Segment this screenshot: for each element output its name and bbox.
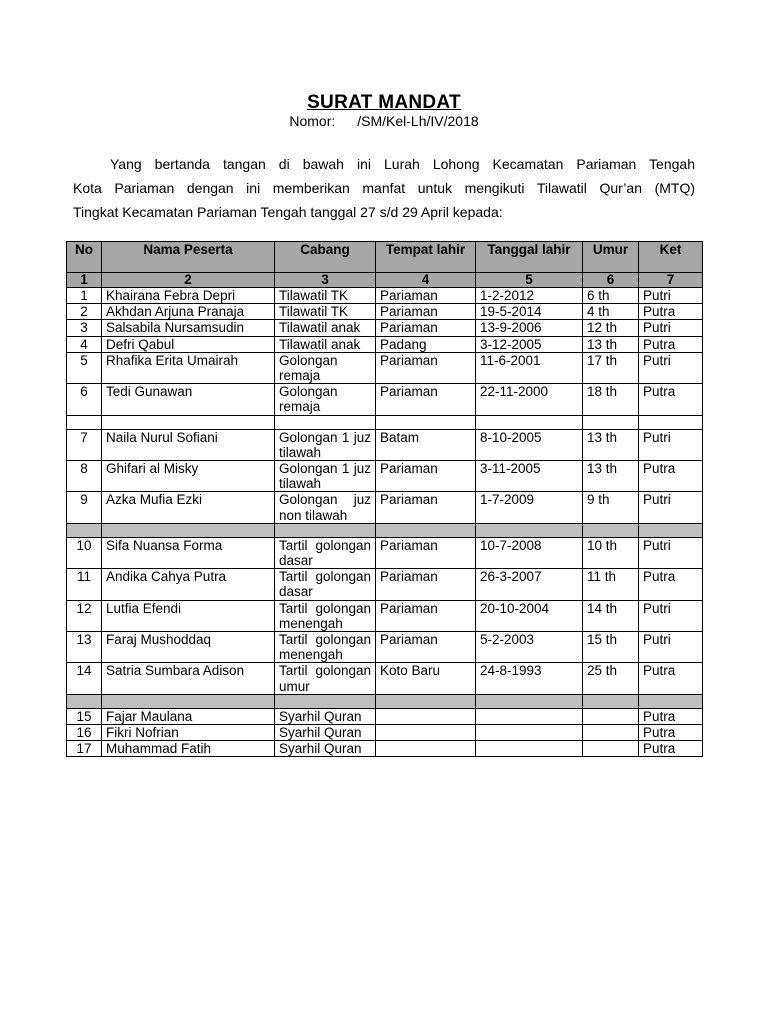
cell-cabang: Tilawatil TK [275, 304, 376, 320]
blank-cell [275, 415, 376, 429]
separator-cell [376, 523, 476, 537]
header-nama: Nama Peserta [102, 242, 275, 273]
cell-ket: Putri [639, 429, 703, 460]
cell-tempat: Pariaman [376, 492, 476, 523]
cell-ket: Putra [639, 461, 703, 492]
column-number: 4 [376, 273, 476, 288]
cell-ket: Putra [639, 741, 703, 757]
cell-ket: Putri [639, 537, 703, 568]
cell-tanggal: 5-2-2003 [476, 632, 583, 663]
cell-tanggal: 13-9-2006 [476, 320, 583, 336]
cell-no: 14 [67, 663, 102, 694]
separator-cell [275, 523, 376, 537]
cell-tanggal [476, 725, 583, 741]
table-row [67, 384, 703, 415]
cell-tempat: Pariaman [376, 288, 476, 304]
table-row [67, 320, 703, 336]
cell-tanggal: 8-10-2005 [476, 429, 583, 460]
cell-umur: 17 th [583, 352, 639, 383]
blank-cell [376, 415, 476, 429]
cell-nama: Fajar Maulana [102, 708, 275, 724]
cell-tanggal: 11-6-2001 [476, 352, 583, 383]
table-row [67, 304, 703, 320]
separator-row [67, 694, 703, 708]
table-row [67, 461, 703, 492]
cell-ket: Putri [639, 632, 703, 663]
cell-tanggal: 22-11-2000 [476, 384, 583, 415]
cell-tempat [376, 708, 476, 724]
cell-ket: Putra [639, 708, 703, 724]
cell-tanggal: 3-12-2005 [476, 336, 583, 352]
cell-umur: 13 th [583, 461, 639, 492]
table-number-row [67, 273, 703, 288]
separator-cell [376, 694, 476, 708]
header-umur: Umur [583, 242, 639, 273]
cell-nama: Faraj Mushoddaq [102, 632, 275, 663]
header-tempat: Tempat lahir [376, 242, 476, 273]
cell-umur [583, 741, 639, 757]
separator-row [67, 523, 703, 537]
separator-cell [583, 523, 639, 537]
cell-nama: Rhafika Erita Umairah [102, 352, 275, 383]
cell-no: 15 [67, 708, 102, 724]
column-number: 5 [476, 273, 583, 288]
cell-no: 11 [67, 569, 102, 600]
intro-line-2: Kota Pariaman dengan ini memberikan manfat untuk mengikuti Tilawatil Qur’an (MTQ) [73, 180, 695, 196]
blank-cell [639, 415, 703, 429]
cell-no: 5 [67, 352, 102, 383]
cell-no: 3 [67, 320, 102, 336]
cell-umur: 25 th [583, 663, 639, 694]
separator-cell [583, 694, 639, 708]
table-row [67, 741, 703, 757]
column-number: 1 [67, 273, 102, 288]
blank-cell [102, 415, 275, 429]
cell-cabang: Tartil golongan menengah [275, 600, 376, 631]
cell-ket: Putra [639, 725, 703, 741]
header-cabang: Cabang [275, 242, 376, 273]
cell-tempat: Pariaman [376, 537, 476, 568]
cell-nama: Naila Nurul Sofiani [102, 429, 275, 460]
cell-nama: Azka Mufia Ezki [102, 492, 275, 523]
separator-cell [67, 523, 102, 537]
document-title: SURAT MANDAT [307, 92, 461, 113]
table-row [67, 352, 703, 383]
column-number: 6 [583, 273, 639, 288]
cell-nama: Satria Sumbara Adison [102, 663, 275, 694]
cell-no: 6 [67, 384, 102, 415]
cell-cabang: Golongan remaja [275, 384, 376, 415]
cell-ket: Putri [639, 320, 703, 336]
cell-tanggal: 3-11-2005 [476, 461, 583, 492]
cell-tempat: Pariaman [376, 320, 476, 336]
cell-tanggal: 20-10-2004 [476, 600, 583, 631]
blank-cell [67, 415, 102, 429]
table-row [67, 600, 703, 631]
cell-umur: 4 th [583, 304, 639, 320]
cell-umur: 6 th [583, 288, 639, 304]
cell-tanggal: 10-7-2008 [476, 537, 583, 568]
cell-ket: Putri [639, 492, 703, 523]
column-number: 7 [639, 273, 703, 288]
cell-tanggal [476, 741, 583, 757]
cell-tempat: Pariaman [376, 304, 476, 320]
cell-cabang: Syarhil Quran [275, 725, 376, 741]
cell-tempat: Pariaman [376, 600, 476, 631]
cell-tempat: Pariaman [376, 352, 476, 383]
cell-cabang: Golongan 1 juz tilawah [275, 461, 376, 492]
header-ket: Ket [639, 242, 703, 273]
cell-no: 7 [67, 429, 102, 460]
cell-tempat: Koto Baru [376, 663, 476, 694]
cell-no: 10 [67, 537, 102, 568]
cell-umur [583, 708, 639, 724]
cell-tanggal: 1-7-2009 [476, 492, 583, 523]
cell-umur [583, 725, 639, 741]
cell-nama: Lutfia Efendi [102, 600, 275, 631]
cell-cabang: Golongan 1 juz tilawah [275, 429, 376, 460]
cell-ket: Putri [639, 352, 703, 383]
cell-tempat: Pariaman [376, 632, 476, 663]
cell-cabang: Tartil golongan menengah [275, 632, 376, 663]
separator-cell [67, 694, 102, 708]
cell-umur: 12 th [583, 320, 639, 336]
nomor-label: Nomor: [289, 113, 336, 129]
separator-cell [639, 694, 703, 708]
cell-tempat: Pariaman [376, 569, 476, 600]
separator-cell [476, 523, 583, 537]
cell-no: 1 [67, 288, 102, 304]
cell-cabang: Syarhil Quran [275, 708, 376, 724]
cell-umur: 10 th [583, 537, 639, 568]
cell-umur: 13 th [583, 336, 639, 352]
intro-line-3: Tingkat Kecamatan Pariaman Tengah tanggal 27 s/d 29 April kepada: [73, 204, 503, 220]
cell-ket: Putra [639, 569, 703, 600]
cell-tanggal [476, 708, 583, 724]
document-number [0, 113, 768, 129]
cell-cabang: Syarhil Quran [275, 741, 376, 757]
cell-no: 13 [67, 632, 102, 663]
cell-nama: Tedi Gunawan [102, 384, 275, 415]
cell-tempat [376, 741, 476, 757]
column-number: 3 [275, 273, 376, 288]
column-number: 2 [102, 273, 275, 288]
cell-nama: Salsabila Nursamsudin [102, 320, 275, 336]
nomor-value: /SM/Kel-Lh/IV/2018 [357, 113, 479, 129]
table-header-row [67, 242, 703, 273]
cell-tempat: Padang [376, 336, 476, 352]
cell-no: 16 [67, 725, 102, 741]
table-row [67, 663, 703, 694]
cell-nama: Defri Qabul [102, 336, 275, 352]
cell-no: 12 [67, 600, 102, 631]
cell-tanggal: 26-3-2007 [476, 569, 583, 600]
blank-row [67, 415, 703, 429]
cell-ket: Putra [639, 663, 703, 694]
cell-umur: 14 th [583, 600, 639, 631]
blank-cell [476, 415, 583, 429]
table-row [67, 725, 703, 741]
cell-no: 9 [67, 492, 102, 523]
header-tanggal: Tanggal lahir [476, 242, 583, 273]
table-row [67, 288, 703, 304]
header-no: No [67, 242, 102, 273]
cell-no: 2 [67, 304, 102, 320]
cell-cabang: Tartil golongan umur [275, 663, 376, 694]
cell-cabang: Tartil golongan dasar [275, 537, 376, 568]
table-row [67, 537, 703, 568]
cell-ket: Putri [639, 288, 703, 304]
cell-tanggal: 19-5-2014 [476, 304, 583, 320]
cell-ket: Putra [639, 336, 703, 352]
cell-cabang: Tartil golongan dasar [275, 569, 376, 600]
separator-cell [476, 694, 583, 708]
cell-umur: 9 th [583, 492, 639, 523]
intro-line-1: Yang bertanda tangan di bawah ini Lurah Lohong Kecamatan Pariaman Tengah [110, 156, 695, 172]
cell-no: 17 [67, 741, 102, 757]
blank-cell [583, 415, 639, 429]
separator-cell [102, 694, 275, 708]
cell-ket: Putra [639, 304, 703, 320]
cell-umur: 13 th [583, 429, 639, 460]
table-row [67, 708, 703, 724]
cell-cabang: Golongan remaja [275, 352, 376, 383]
cell-nama: Akhdan Arjuna Pranaja [102, 304, 275, 320]
cell-tanggal: 1-2-2012 [476, 288, 583, 304]
cell-cabang: Tilawatil TK [275, 288, 376, 304]
cell-tempat: Pariaman [376, 461, 476, 492]
cell-cabang: Tilawatil anak [275, 336, 376, 352]
cell-no: 4 [67, 336, 102, 352]
table-row [67, 492, 703, 523]
cell-nama: Khairana Febra Depri [102, 288, 275, 304]
cell-umur: 11 th [583, 569, 639, 600]
table-row [67, 569, 703, 600]
cell-cabang: Tilawatil anak [275, 320, 376, 336]
table-row [67, 336, 703, 352]
cell-tempat: Batam [376, 429, 476, 460]
cell-nama: Sifa Nuansa Forma [102, 537, 275, 568]
cell-ket: Putri [639, 600, 703, 631]
cell-no: 8 [67, 461, 102, 492]
table-row [67, 429, 703, 460]
cell-tempat [376, 725, 476, 741]
separator-cell [275, 694, 376, 708]
cell-nama: Muhammad Fatih [102, 741, 275, 757]
cell-nama: Ghifari al Misky [102, 461, 275, 492]
cell-cabang: Golongan juz non tilawah [275, 492, 376, 523]
separator-cell [639, 523, 703, 537]
cell-tanggal: 24-8-1993 [476, 663, 583, 694]
cell-nama: Andika Cahya Putra [102, 569, 275, 600]
separator-cell [102, 523, 275, 537]
table-row [67, 632, 703, 663]
cell-nama: Fikri Nofrian [102, 725, 275, 741]
cell-umur: 15 th [583, 632, 639, 663]
cell-tempat: Pariaman [376, 384, 476, 415]
cell-umur: 18 th [583, 384, 639, 415]
cell-ket: Putra [639, 384, 703, 415]
participants-table [66, 241, 703, 757]
